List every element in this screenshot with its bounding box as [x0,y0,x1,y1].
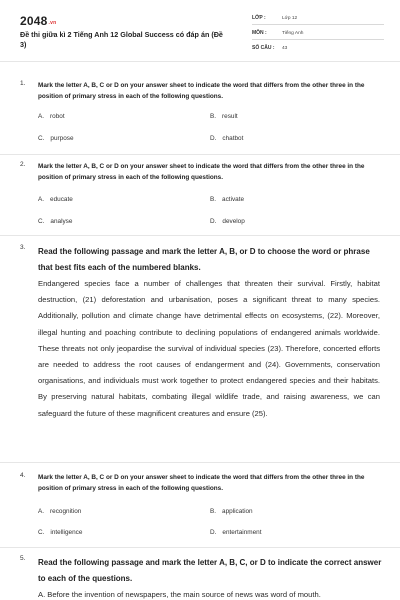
meta-class-label: LỚP : [252,15,266,21]
option-d[interactable]: D. develop [210,218,245,225]
divider [0,235,400,236]
question-prompt: Mark the letter A, B, C or D on your answer sheet to indicate the word that differs from the other three in the position of primary stress in each of the following questions. [38,82,365,100]
question-4 [20,472,384,542]
divider [0,547,400,548]
exam-title: Đề thi giữa kì 2 Tiếng Anh 12 Global Success có đáp án (Đề 3) [20,30,223,49]
option-a[interactable]: A. recognition [38,508,82,515]
option-d[interactable]: D. chatbot [210,135,244,142]
question-1 [20,80,384,150]
meta-count [252,44,384,55]
question-prompt: Mark the letter A, B, C or D on your answer sheet to indicate the word that differs from the other three in the position of primary stress in each of the following questions. [38,474,365,492]
question-prompt: Read the following passage and mark the letter A, B, C, or D to indicate the correct answer to each of the questions. [38,558,382,583]
option-a[interactable]: A. educate [38,196,73,203]
meta-class-value: Lớp 12 [282,16,298,21]
question-number: 5. [20,555,26,562]
question-prompt: Mark the letter A, B, C or D on your answer sheet to indicate the word that differs from the other three in the position of primary stress in each of the following questions. [38,163,365,181]
question-2 [20,161,384,231]
option-b[interactable]: B. result [210,113,238,120]
question-number: 4. [20,472,26,479]
passage-start: A. Before the invention of newspapers, the main source of news was word of mouth. [38,590,321,599]
question-5 [20,555,384,589]
divider [0,462,400,463]
question-number: 3. [20,244,26,251]
reading-passage: Endangered species face a number of challenges that threaten their survival. Firstly, habitat destruction, (21) deforestation and urbanisation, poses a significant threat to many species. Additionally, pollution and climate change have detrimental effects on ecosystems, (22). Moreover, illegal hunting and poaching contribute to declining populations of endangered animals worldwide. These threats not only jeopardise the survival of individual species (23). Therefore, concerted efforts are needed to address the root causes of endangerment and (24). Governments, conservation organisations, and individuals must work together to protect endangered species and their habitats. By preserving natural habitats, combating illegal wildlife trade, and raising awareness, we can safeguard the future of these magnificent creatures and ensure (25). [38,279,380,418]
meta-subject [252,29,384,40]
meta-subject-value: Tiếng Anh [282,31,304,36]
page-header [0,0,400,62]
option-b[interactable]: B. application [210,508,253,515]
option-a[interactable]: A. robot [38,113,65,120]
option-c[interactable]: C. analyse [38,218,73,225]
divider [0,154,400,155]
site-logo[interactable]: 2048.vn [20,14,57,28]
option-c[interactable]: C. purpose [38,135,74,142]
exam-meta [252,14,384,59]
meta-subject-label: MÔN : [252,30,267,36]
meta-class [252,14,384,25]
question-prompt: Read the following passage and mark the letter A, B, or D to choose the word or phrase that best fits each of the numbered blanks. [38,247,370,272]
question-number: 1. [20,80,26,87]
meta-count-label: SỐ CÂU : [252,45,275,51]
meta-count-value: 43 [282,46,288,51]
option-b[interactable]: B. activate [210,196,245,203]
question-3 [20,244,384,280]
option-c[interactable]: C. intelligence [38,529,83,536]
option-d[interactable]: D. entertainment [210,529,262,536]
question-number: 2. [20,161,26,168]
